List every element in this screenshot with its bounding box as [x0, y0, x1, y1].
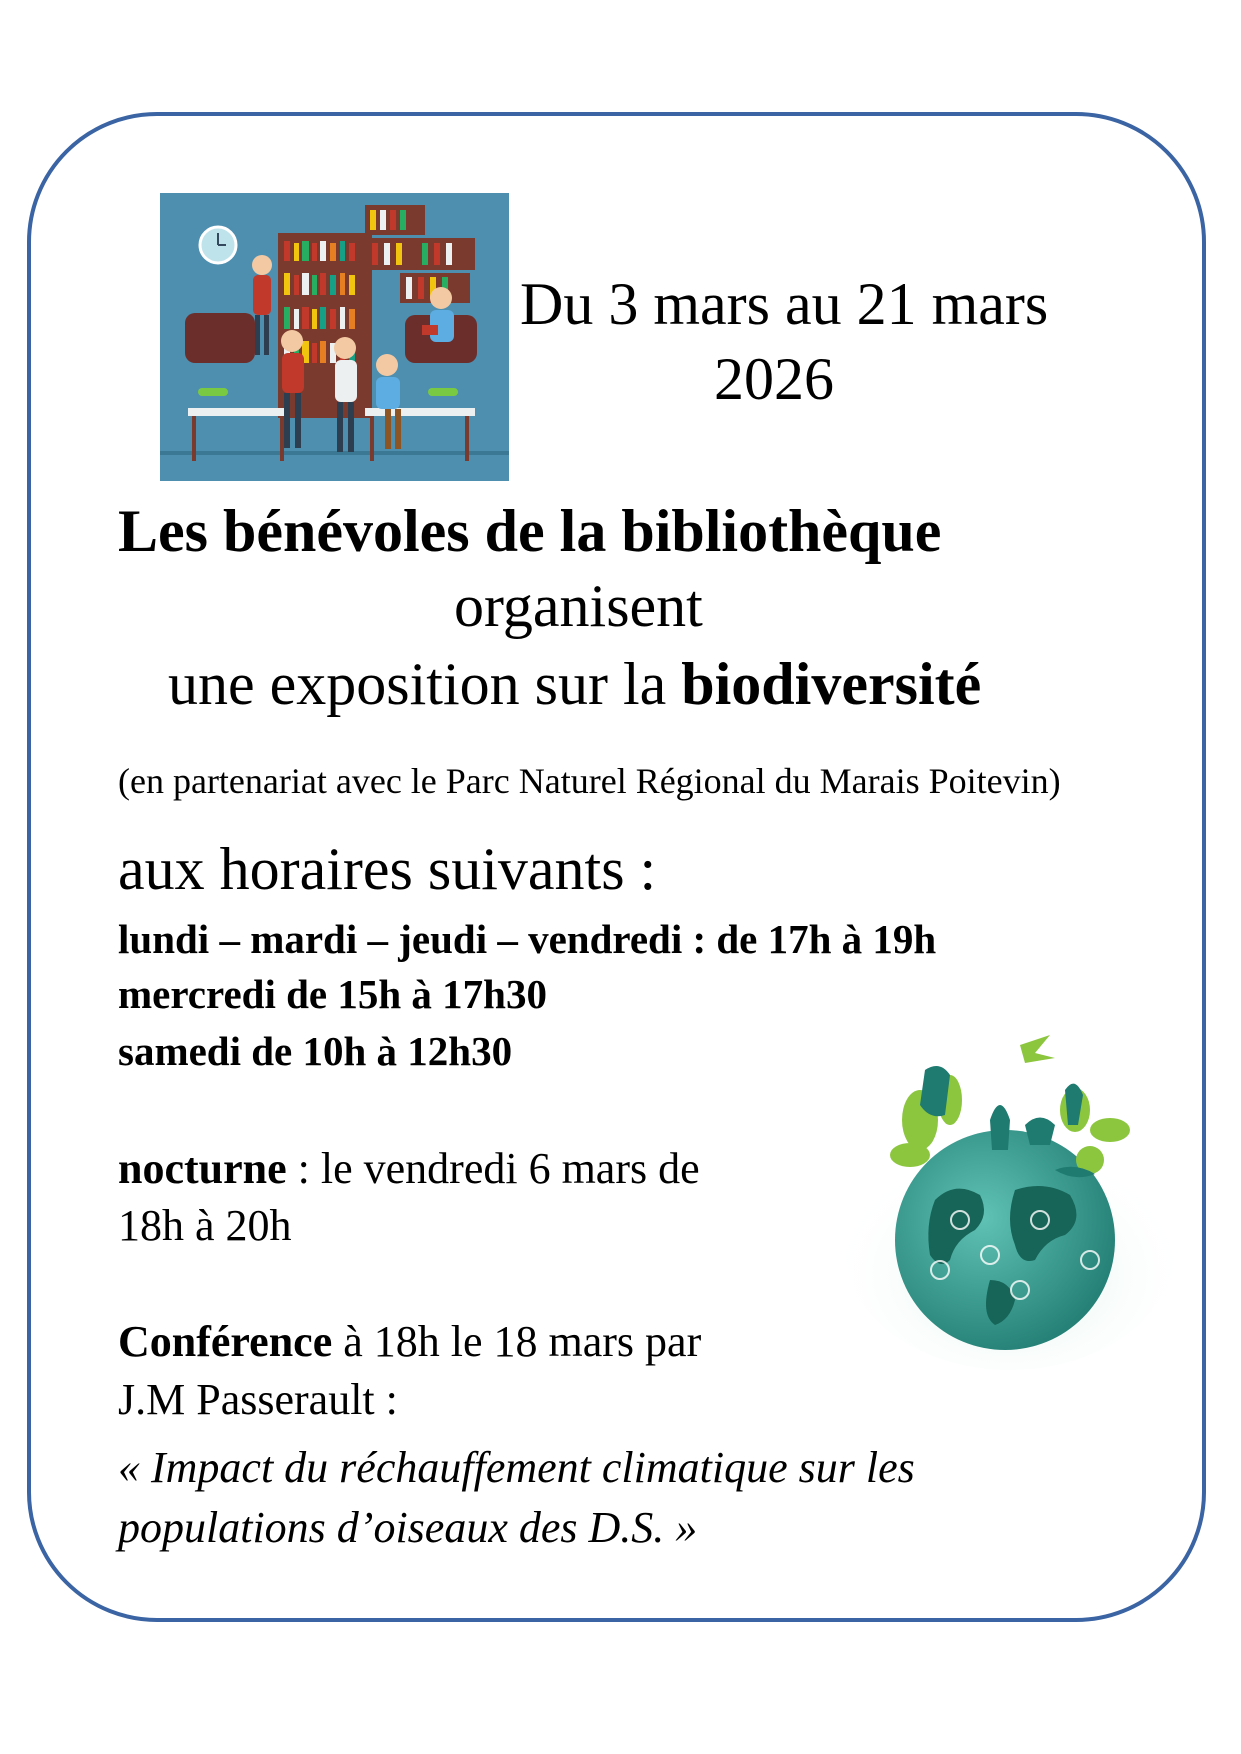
- conference-title-line1: « Impact du réchauffement climatique sur les: [118, 1443, 915, 1492]
- topic-keyword: biodiversité: [681, 651, 982, 717]
- nocturne-time: 18h à 20h: [118, 1201, 292, 1250]
- nocturne-date: : le vendredi 6 mars de: [286, 1144, 700, 1193]
- conference-label: Conférence: [118, 1317, 333, 1366]
- topic-prefix: une exposition sur la: [168, 651, 682, 717]
- hours-wednesday: mercredi de 15h à 17h30: [118, 971, 547, 1017]
- nocturne-label: nocturne: [118, 1144, 287, 1193]
- conference-line: [118, 1316, 701, 1367]
- library-illustration: [160, 193, 509, 481]
- conference-title-line2: populations d’oiseaux des D.S. »: [118, 1503, 698, 1552]
- exhibition-topic: [168, 650, 981, 719]
- conference-date: à 18h le 18 mars par: [332, 1317, 702, 1366]
- exhibition-year: 2026: [714, 346, 834, 412]
- headline-verb: organisent: [454, 573, 703, 639]
- partnership-note: (en partenariat avec le Parc Naturel Régional du Marais Poitevin): [118, 761, 1061, 801]
- headline: Les bénévoles de la bibliothèque: [118, 498, 942, 564]
- conference-speaker: J.M Passerault :: [118, 1375, 398, 1424]
- nocturne-line: [118, 1143, 700, 1194]
- hours-weekdays: lundi – mardi – jeudi – vendredi : de 17h à 19h: [118, 916, 937, 962]
- hours-saturday: samedi de 10h à 12h30: [118, 1028, 513, 1074]
- exhibition-dates: Du 3 mars au 21 mars: [520, 271, 1049, 337]
- biodiversity-globe-illustration: [840, 1030, 1175, 1370]
- hours-heading: aux horaires suivants :: [118, 836, 657, 902]
